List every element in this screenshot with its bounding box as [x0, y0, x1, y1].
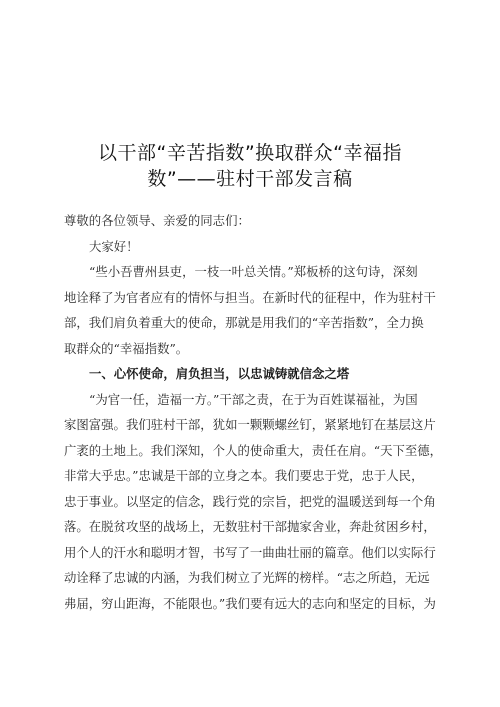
title-line-2: 数”——驻村干部发言稿 [147, 168, 353, 190]
paragraph-line: 部，我们肩负着重大的使命，那就是用我们的“辛苦指数”，全力换 [64, 315, 424, 330]
title-line-1: 以干部“辛苦指数”换取群众“幸福指 [97, 142, 403, 164]
paragraph-line: 非常大乎忠。”忠诚是干部的立身之本。我们要忠于党，忠于人民， [64, 468, 424, 483]
paragraph-section-1 [64, 387, 443, 617]
paragraph-line: 家图富强。我们驻村干部，犹如一颗颗螺丝钉，紧紧地钉在基层这片 [64, 417, 436, 432]
paragraph-intro [64, 259, 438, 361]
paragraph-line: 落。在脱贫攻坚的战场上，无数驻村干部抛家舍业，奔赴贫困乡村， [64, 519, 436, 534]
salutation: 尊敬的各位领导、亲爱的同志们： [64, 213, 250, 228]
paragraph-line: 弗届，穷山距海，不能限也。”我们要有远大的志向和坚定的目标，为 [64, 595, 436, 611]
paragraph-line: 地诠释了为官者应有的情怀与担当。在新时代的征程中，作为驻村干 [64, 289, 436, 305]
paragraph-line: 取群众的“幸福指数”。 [64, 340, 189, 356]
paragraph-line: 动诠释了忠诚的内涵，为我们树立了光辉的榜样。“志之所趋，无远 [64, 570, 430, 585]
paragraph-line: 忠于事业。以坚定的信念，践行党的宗旨，把党的温暖送到每一个角 [64, 493, 436, 509]
section-heading-1: 一、心怀使命，肩负担当，以忠诚铸就信念之塔 [89, 366, 350, 381]
speech-body [64, 208, 443, 616]
paragraph-line: “为官一任，造福一方。”干部之责，在于为百姓谋福祉，为国 [89, 391, 418, 407]
paragraph-line: “些小吾曹州县吏，一枝一叶总关情。”郑板桥的这句诗，深刻 [89, 264, 418, 279]
greeting: 大家好！ [89, 238, 139, 254]
page-title [60, 140, 440, 192]
paragraph-line: 用个人的汗水和聪明才智，书写了一曲曲壮丽的篇章。他们以实际行 [64, 544, 436, 560]
paragraph-line: 广袤的土地上。我们深知，个人的使命重大，责任在肩。“天下至德， [64, 442, 443, 458]
